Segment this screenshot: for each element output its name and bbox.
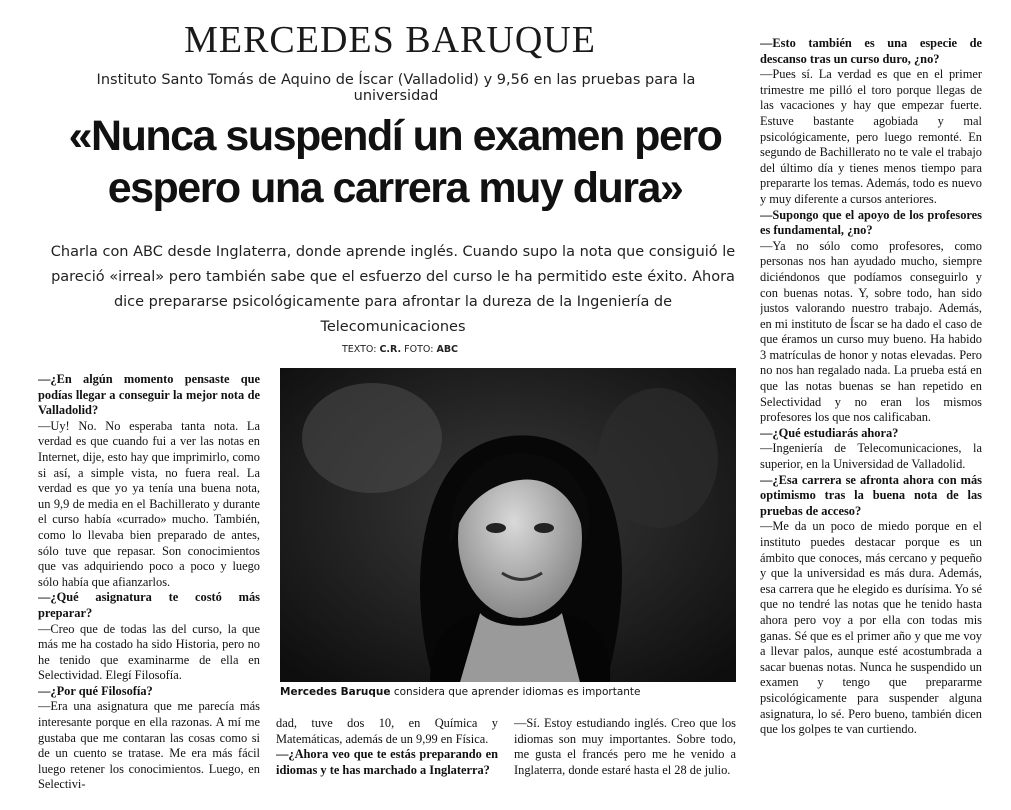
- interview-question: —Esto también es una especie de descanso tras un curso duro, ¿no?: [760, 36, 982, 66]
- interview-answer: —Ya no sólo como profesores, como personas nos han ayudado mucho, siempre diciéndonos que podíamos conseguirlo y con buenas notas. Y, sobre todo, han sido justos valorando nuestro trabajo. Además, en mi instituto de Íscar se ha dado el caso de que éramos un curso muy bueno. Ha habido 3 matrículas de honor y notas elevadas. Pero no nos han regalado nada. La prueba está en que las notas buenas se han repetido en Selectividad y no eran los mismos profesores los que nos calificaban.: [760, 238, 982, 425]
- text-credit-label: TEXTO:: [341, 344, 377, 355]
- caption-text: considera que aprender idiomas es importante: [393, 686, 641, 698]
- photo-credit-value: ABC: [436, 344, 459, 355]
- interview-answer: —Ingeniería de Telecomunicaciones, la superior, en la Universidad de Valladolid.: [760, 441, 982, 472]
- byline-credit: [290, 344, 510, 355]
- photo-credit-label: FOTO:: [404, 344, 434, 355]
- portrait-photo: [280, 368, 736, 682]
- portrait-illustration: [280, 368, 736, 682]
- text-column-3: [514, 716, 736, 808]
- lead-paragraph: Charla con ABC desde Inglaterra, donde aprende inglés. Cuando supo la nota que consiguió le pareció «irreal» pero también sabe que el esfuerzo del curso le ha permitido este éxito. Ahora dice prepararse psicológicamente para afrontar la dureza de la Ingeniería de Telecomunicaciones: [50, 244, 736, 335]
- interview-answer: —Era una asignatura que me parecía más interesante porque en ella razonas. A mí me gustaba que me contaran las cosas como si de un cuento se tratase. Me era más fácil luego retener los conocimientos. Luego, en Selectivi-: [38, 699, 260, 792]
- interview-answer: —Uy! No. No esperaba tanta nota. La verdad es que cuando fui a ver las notas en Internet, dije, esto hay que imprimirlo, como si así, a simple vista, no fuera real. La verdad es que yo ya tenía una buena nota, un 9,9 de media en el Bachillerato y durante el curso había «currado» mucho. También, como lo llevaba bien preparado de antes, sólo tuve que repasar. Son conocimientos que vas adquiriendo poco a poco y luego sólo había que afianzarlos.: [38, 418, 260, 589]
- interview-question: —¿Ahora veo que te estás preparando en idiomas y te has marchado a Inglaterra?: [276, 747, 498, 777]
- interview-question: —Supongo que el apoyo de los profesores es fundamental, ¿no?: [760, 207, 982, 238]
- interview-question: —¿Por qué Filosofía?: [38, 683, 153, 698]
- interview-answer: —Me da un poco de miedo porque en el instituto puedes destacar porque es un ámbito que conoces, más cercano y pequeño y que la universidad es más dura. Además, esa carrera que he elegido es durísima. Yo sé que no tendré las notas que he tenido hasta ahora pero voy a por ella con todas mis ganas. Sé que es el primer año y que me voy a llevar palos, aunque esté acostumbrada a sacar buenas notas. Nunca he suspendido un examen y tengo que prepararme psicológicamente para suspender alguna asignatura, lo sé. Pero bueno, también dicen que los golpes te van curtiendo.: [760, 519, 982, 737]
- photo-caption: [280, 686, 736, 698]
- text-column-4: [760, 36, 982, 808]
- caption-name: Mercedes Baruque: [280, 686, 391, 698]
- interviewee-name: MERCEDES BARUQUE: [184, 19, 596, 61]
- interview-answer: —Pues sí. La verdad es que en el primer trimestre me pilló el toro porque llegas de las vacaciones y hay que empezar fuerte. Estuve bastante agobiada y mal psicológicamente, pero luego remonté. En segundo de Bachillerato no te vale el trabajo del último día y tienes menos tiempo para prepararte los temas. Además, todo es nuevo y muy diferente a cursos anteriores.: [760, 67, 982, 206]
- headline-line-2: espero una carrera muy dura»: [107, 164, 683, 212]
- headline-line-1: «Nunca suspendí un examen pero: [68, 112, 722, 160]
- interview-answer: —Creo que de todas las del curso, la que más me ha costado ha sido Historia, pero no he tenido que examinarme de ella en Selectividad. Elegí Filosofía.: [38, 621, 260, 683]
- interview-question: —¿Esa carrera se afronta ahora con más optimismo tras la buena nota de las pruebas de acceso?: [760, 472, 982, 518]
- headline: [40, 110, 750, 214]
- interview-question: —¿Qué asignatura te costó más preparar?: [38, 590, 260, 620]
- interview-question: —¿En algún momento pensaste que podías llegar a conseguir la mejor nota de Valladolid?: [38, 372, 260, 418]
- text-column-1: [38, 372, 260, 808]
- text-credit-value: C.R.: [379, 344, 402, 355]
- subtitle: Instituto Santo Tomás de Aquino de Íscar (Valladolid) y 9,56 en las pruebas para la universidad: [96, 72, 696, 104]
- interview-answer: dad, tuve dos 10, en Química y Matemáticas, además de un 9,99 en Física.: [276, 716, 498, 746]
- interview-question: —¿Qué estudiarás ahora?: [760, 425, 899, 440]
- interview-answer: —Sí. Estoy estudiando inglés. Creo que los idiomas son muy importantes. Sobre todo, me gusta el francés pero me he venido a Inglaterra, donde estaré hasta el 28 de julio.: [514, 716, 736, 777]
- text-column-2: [276, 716, 498, 808]
